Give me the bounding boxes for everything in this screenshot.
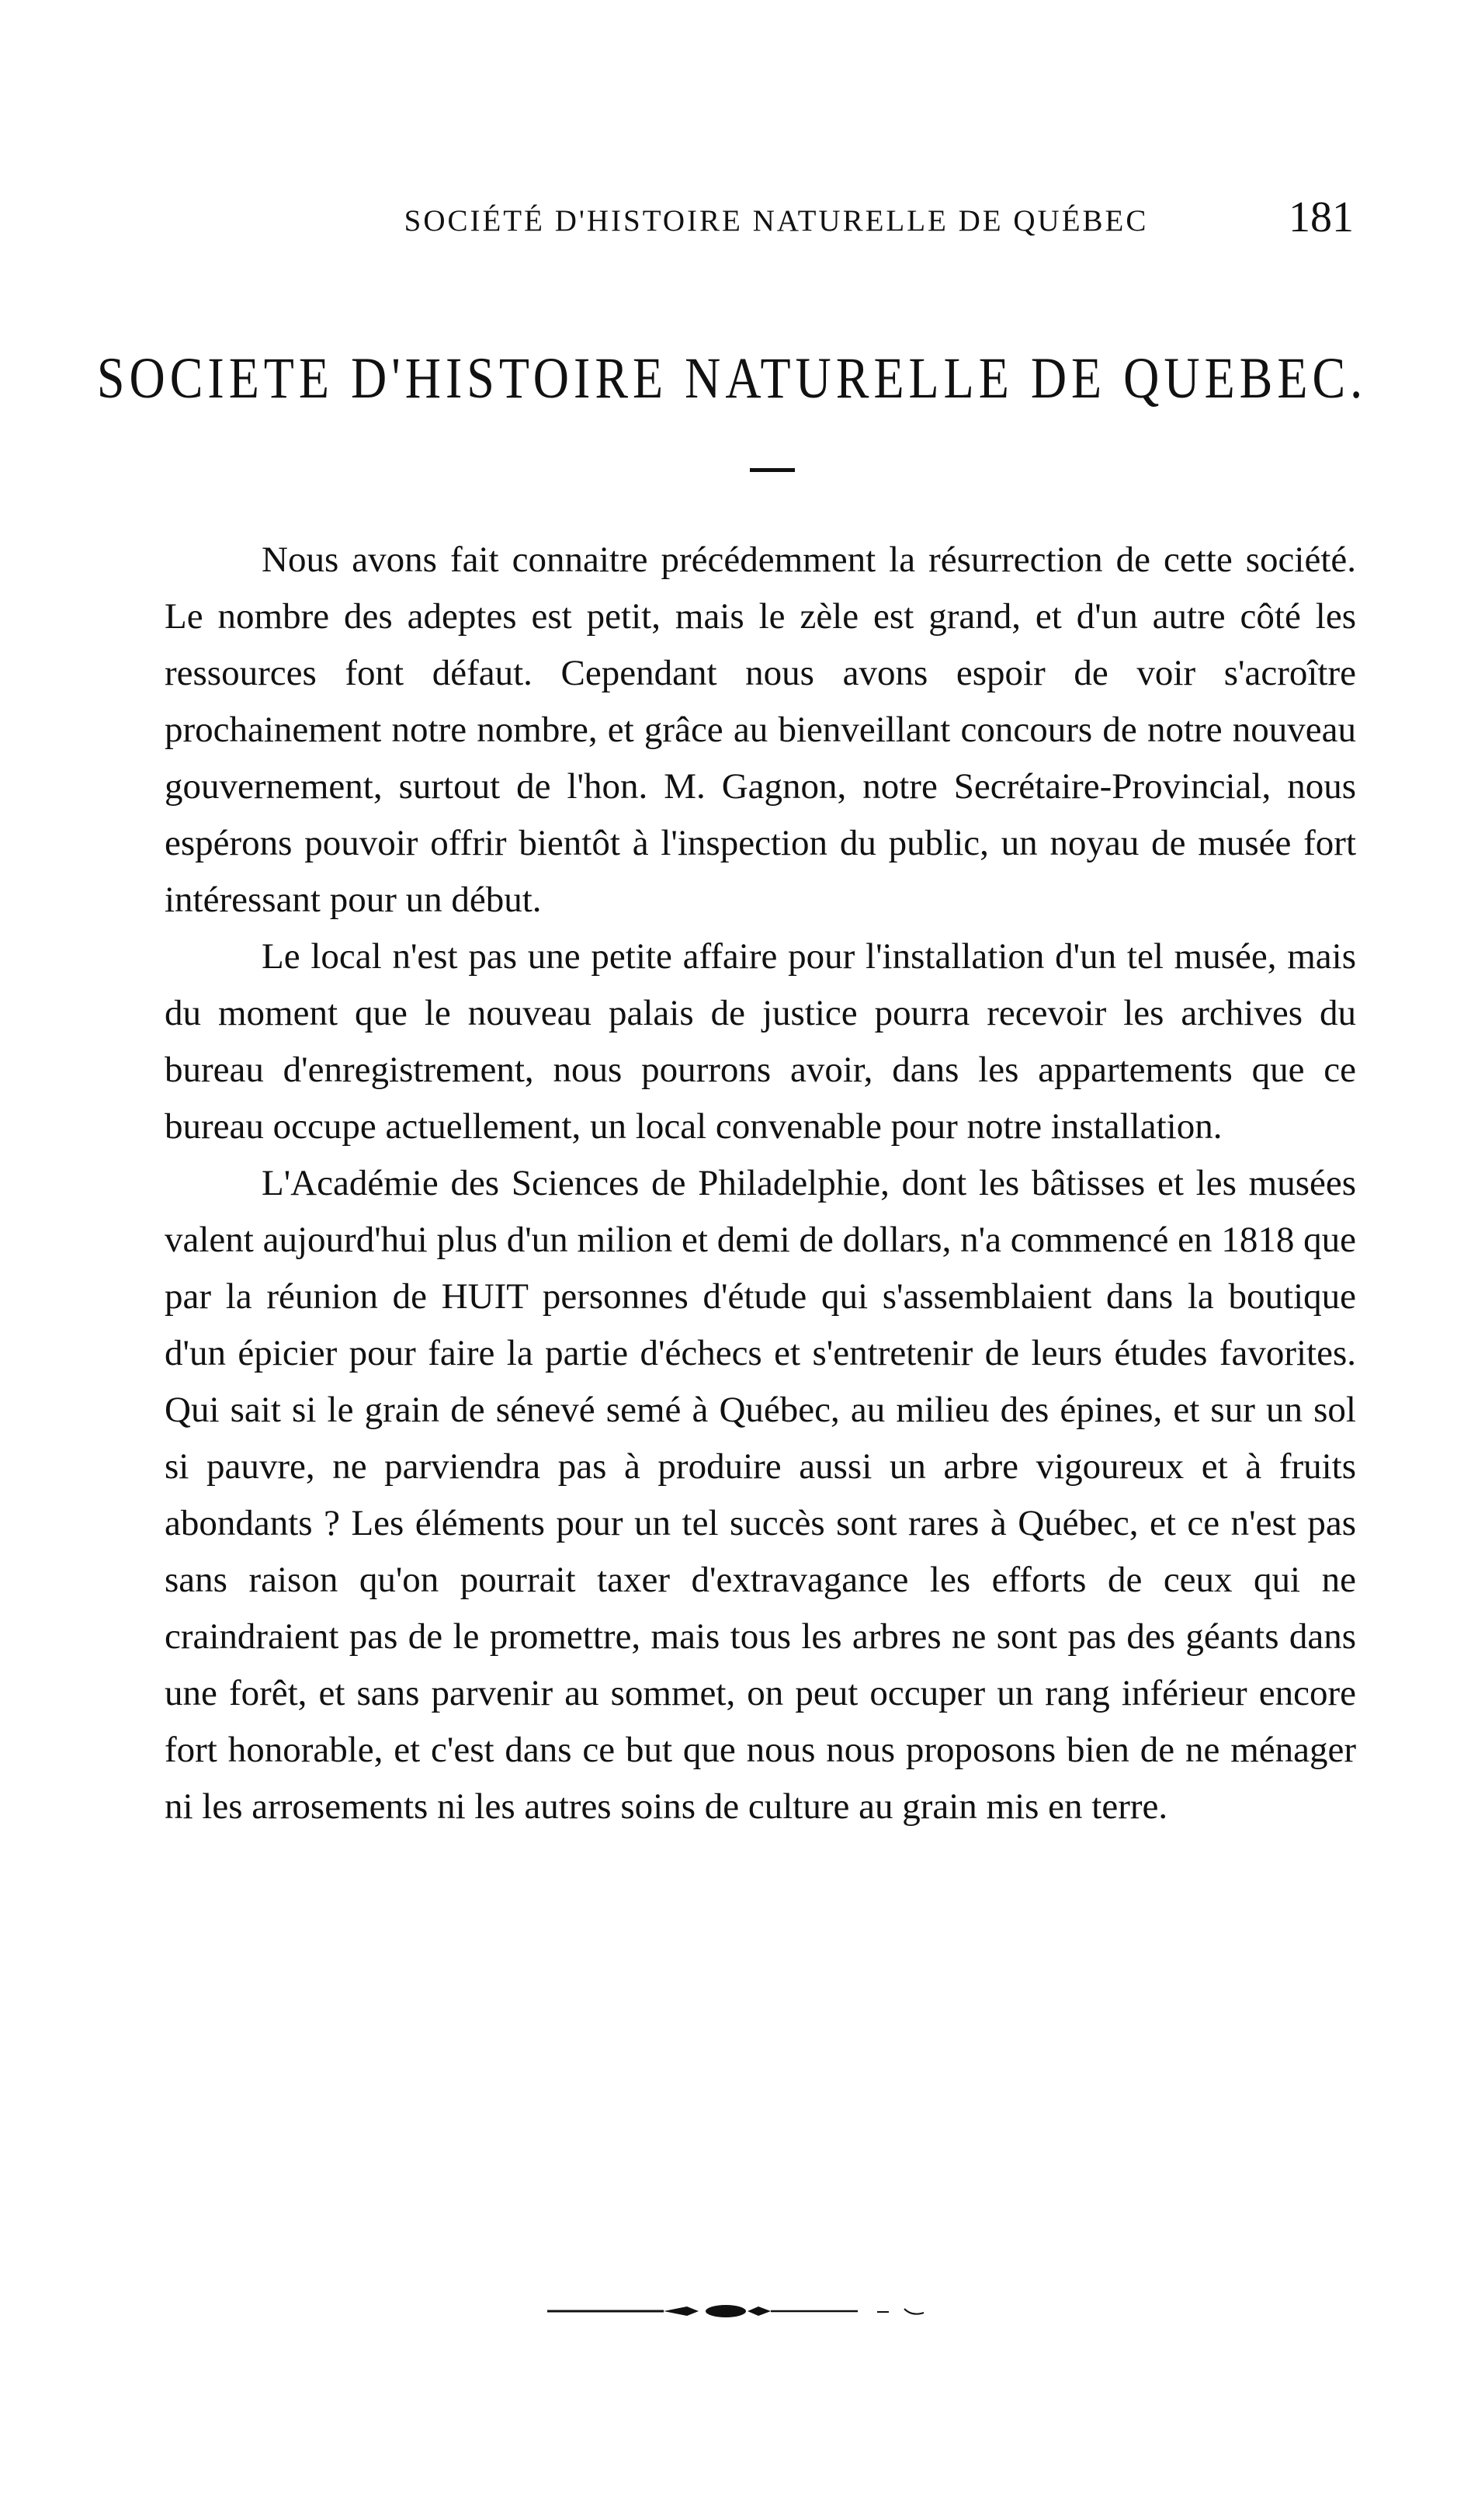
paragraph-3: L'Académie des Sciences de Philadelphie, dont les bâtisses et les musées valent aujourd'hui plus d'un milion et demi de dollars, n'a commencé en 1818 que par la réunion de HUIT personnes d'étude qui s'assemblaient dans la boutique d'un épicier pour faire la partie d'échecs et s'entretenir de leurs études favorites. Qui sait si le grain de sénevé semé à Québec, au milieu des épines, et sur un sol si pauvre, ne parviendra pas à produire aussi un arbre vigoureux et à fruits abondants ? Les éléments pour un tel succès sont rares à Québec, et ce n'est pas sans raison qu'on pourrait taxer d'extravagance les efforts de ceux qui ne craindraient pas de le promettre, mais tous les arbres ne sont pas des géants dans une forêt, et sans parvenir au sommet, on peut occuper un rang inférieur encore fort honorable, et c'est dans ce but que nous nous proposons bien de ne ménager ni les arrosements ni les autres soins de culture au grain mis en terre. <box>165 1163 1356 1827</box>
page-number: 181 <box>1289 193 1354 241</box>
title-rule <box>750 468 795 472</box>
article-body <box>165 532 1356 1835</box>
running-header <box>0 193 1464 250</box>
paragraph-1: Nous avons fait connaitre précédemment la résurrection de cette société. Le nombre des adeptes est petit, mais le zèle est grand, et d'un autre côté les ressources font défaut. Cependant nous avons espoir de voir s'acroître prochainement notre nombre, et grâce au bienveillant concours de notre nouveau gouvernement, surtout de l'hon. M. Gagnon, notre Secrétaire-Provincial, nous espérons pouvoir offrir bientôt à l'inspection du public, un noyau de musée fort intéressant pour un début. <box>165 540 1356 920</box>
running-title: SOCIÉTÉ D'HISTOIRE NATURELLE DE QUÉBEC <box>404 204 1149 238</box>
article-title: SOCIETE D'HISTOIRE NATURELLE DE QUEBEC. <box>96 345 1368 411</box>
end-ornament <box>547 2300 951 2323</box>
paragraph-2: Le local n'est pas une petite affaire pour l'installation d'un tel musée, mais du moment que le nouveau palais de justice pourra recevoir les archives du bureau d'enregistrement, nous pourrons avoir, dans les appartements que ce bureau occupe actuellement, un local convenable pour notre installation. <box>165 936 1356 1147</box>
dash-ornament-icon <box>547 2300 951 2323</box>
